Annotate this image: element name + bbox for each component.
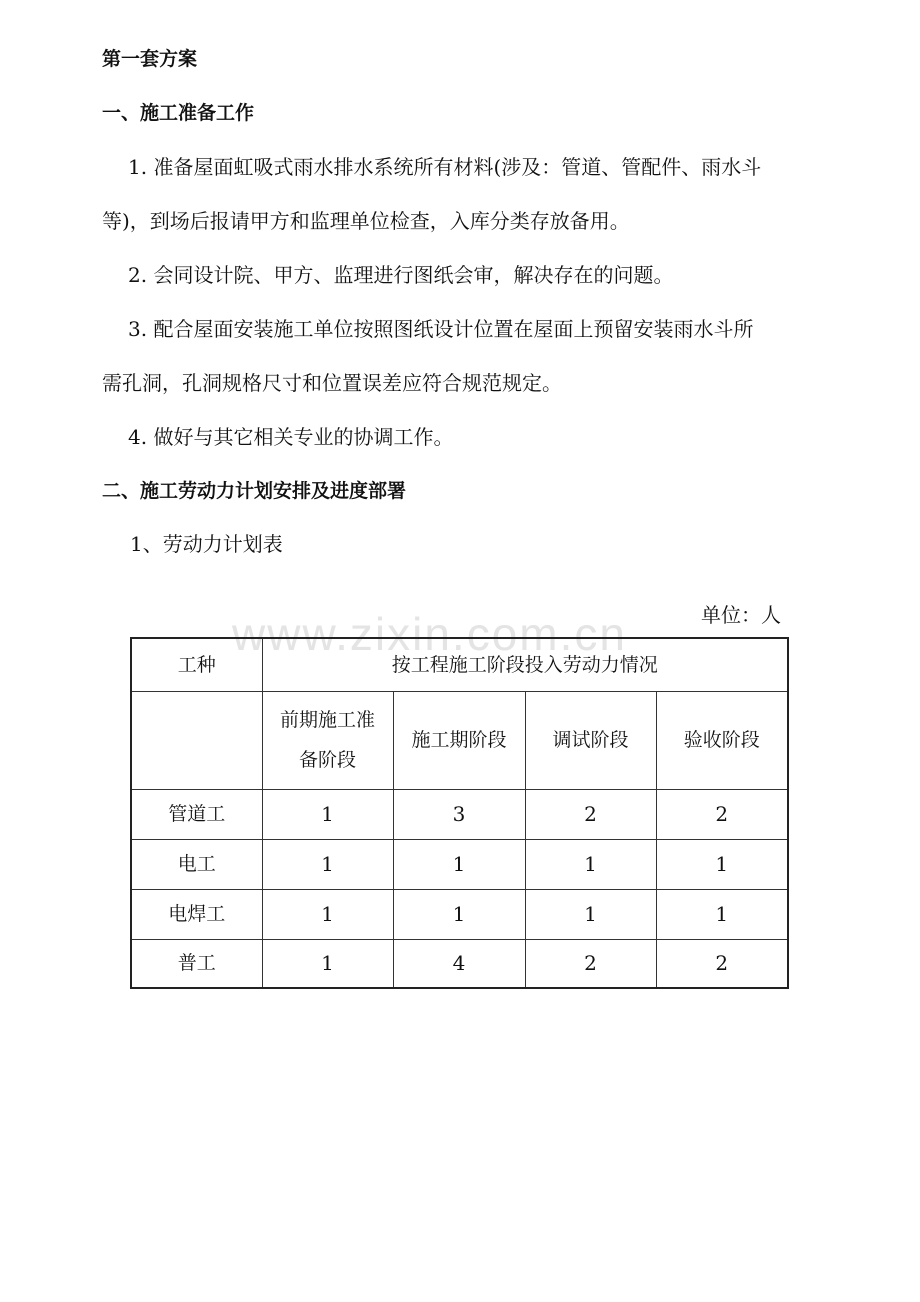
row-value: 1 xyxy=(262,789,393,839)
watermark: www.zixin.com.cn xyxy=(232,608,627,660)
section2-subheading: 1、劳动力计划表 xyxy=(130,532,283,556)
phase-prep-line1: 前期施工准 xyxy=(279,709,375,731)
phase-acceptance: 验收阶段 xyxy=(656,691,788,789)
row-value: 2 xyxy=(525,939,656,988)
row-trade: 普工 xyxy=(131,939,262,988)
row-value: 2 xyxy=(525,789,656,839)
item3-line2: 需孔洞，孔洞规格尺寸和位置误差应符合规范规定。 xyxy=(102,371,562,395)
table-phase-row xyxy=(131,691,788,789)
item4: 4. 做好与其它相关专业的协调工作。 xyxy=(128,425,454,449)
header-trade: 工种 xyxy=(131,638,262,691)
row-value: 1 xyxy=(525,889,656,939)
item3-line1: 3. 配合屋面安装施工单位按照图纸设计位置在屋面上预留安装雨水斗所 xyxy=(128,317,754,341)
item1-line2: 等)，到场后报请甲方和监理单位检查，入库分类存放备用。 xyxy=(102,209,630,233)
phase-construction: 施工期阶段 xyxy=(393,691,525,789)
phase-prep xyxy=(262,691,393,789)
row-value: 2 xyxy=(656,789,788,839)
row-value: 1 xyxy=(262,839,393,889)
table-row xyxy=(131,939,788,988)
table-header-row xyxy=(131,638,788,691)
item2: 2. 会同设计院、甲方、监理进行图纸会审，解决存在的问题。 xyxy=(128,263,674,287)
row-value: 1 xyxy=(393,889,525,939)
document-title: 第一套方案 xyxy=(102,48,198,70)
table-row xyxy=(131,789,788,839)
row-value: 2 xyxy=(656,939,788,988)
labor-plan-table xyxy=(130,637,789,989)
row-value: 3 xyxy=(393,789,525,839)
section2-heading: 二、施工劳动力计划安排及进度部署 xyxy=(102,480,407,502)
phase-commissioning: 调试阶段 xyxy=(525,691,656,789)
section1-heading: 一、施工准备工作 xyxy=(102,102,255,124)
row-value: 1 xyxy=(656,889,788,939)
row-value: 1 xyxy=(393,839,525,889)
row-trade: 电工 xyxy=(131,839,262,889)
table-row xyxy=(131,839,788,889)
row-value: 1 xyxy=(525,839,656,889)
row-value: 4 xyxy=(393,939,525,988)
row-value: 1 xyxy=(262,889,393,939)
row-value: 1 xyxy=(262,939,393,988)
header-phase-group: 按工程施工阶段投入劳动力情况 xyxy=(262,638,788,691)
row-trade: 管道工 xyxy=(131,789,262,839)
table-row xyxy=(131,889,788,939)
phase-prep-line2: 备阶段 xyxy=(298,749,356,771)
phase-row-empty-cell xyxy=(131,691,262,789)
row-trade: 电焊工 xyxy=(131,889,262,939)
unit-label: 单位：人 xyxy=(701,603,781,627)
item1-line1: 1. 准备屋面虹吸式雨水排水系统所有材料(涉及：管道、管配件、雨水斗 xyxy=(128,155,762,179)
row-value: 1 xyxy=(656,839,788,889)
